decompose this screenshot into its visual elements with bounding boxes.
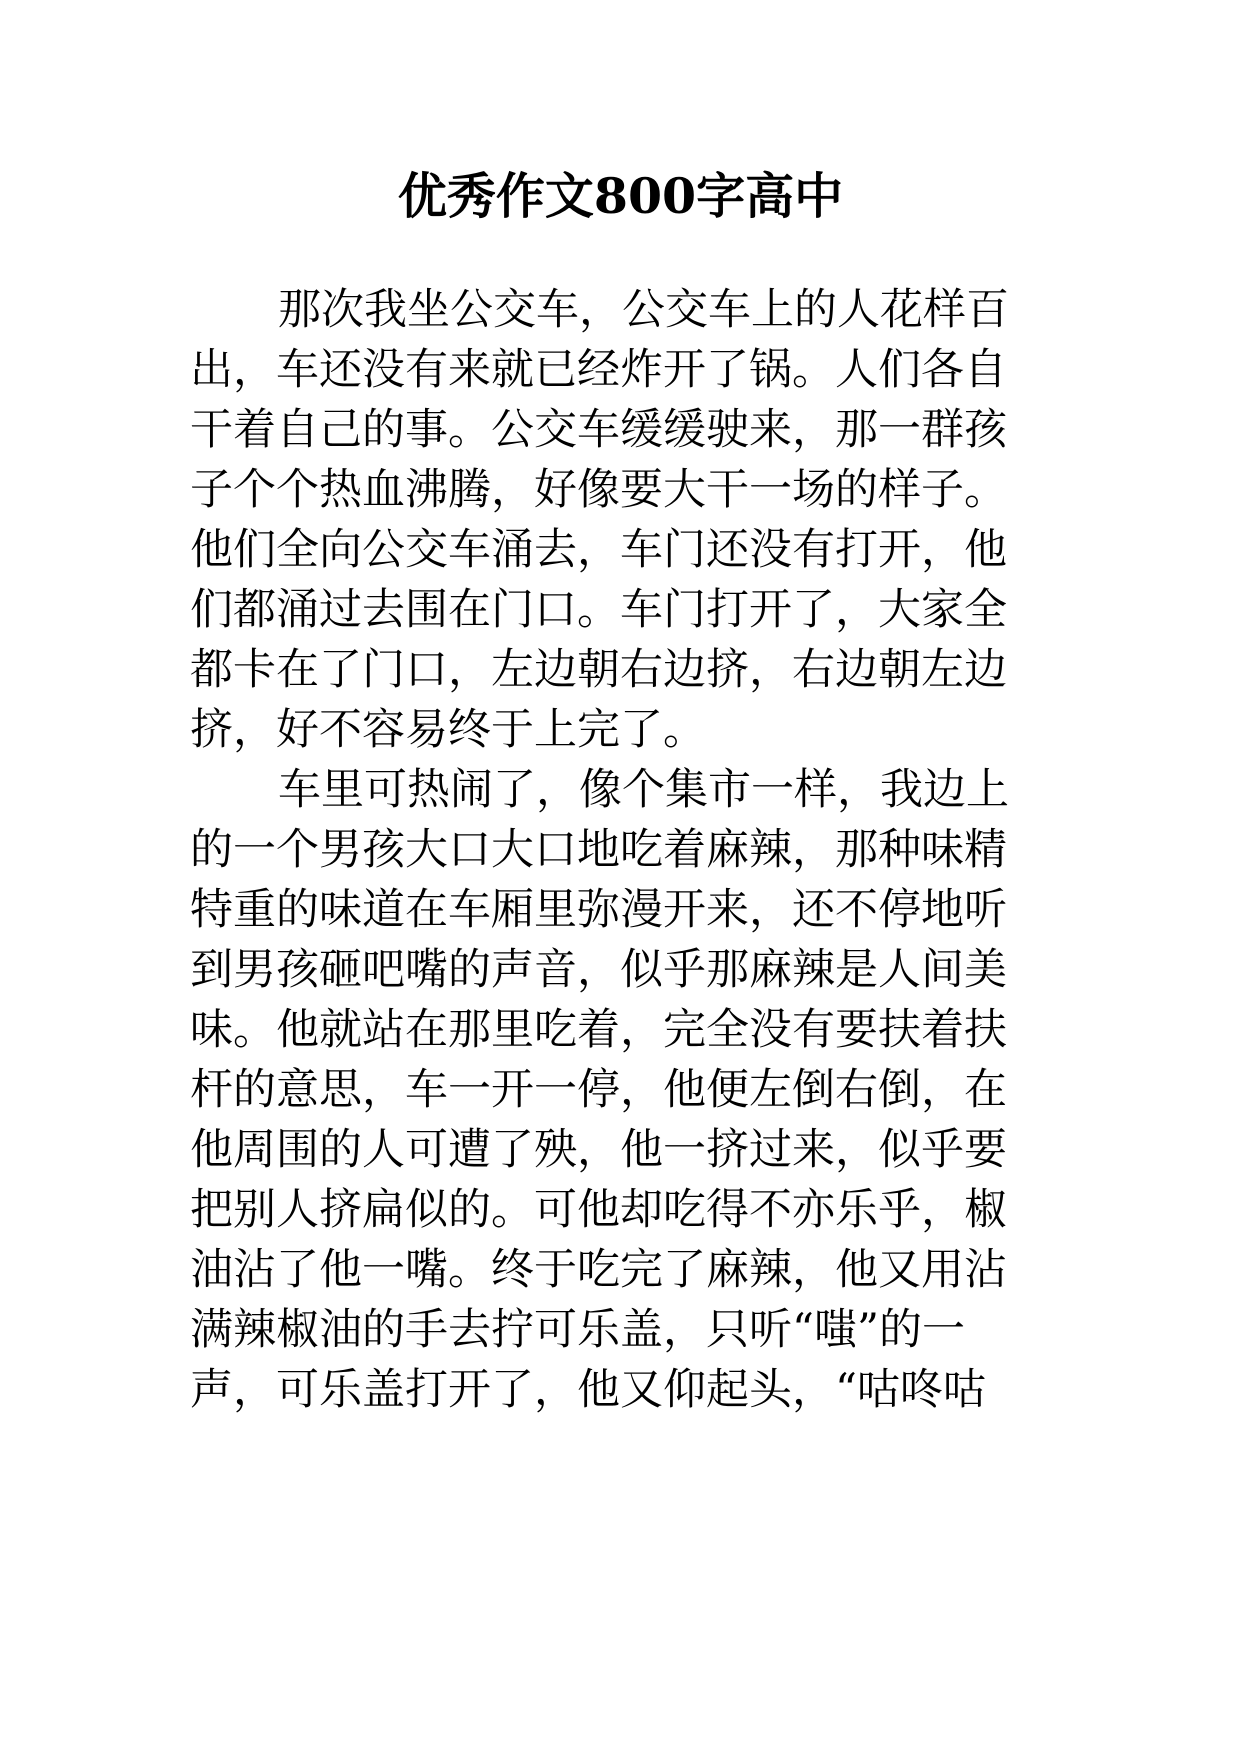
paragraph-2-line-2: 的一个男孩大口大口地吃着麻辣，那种味精 [190, 825, 1007, 875]
paragraph-2-line-4: 到男孩砸吧嘴的声音，似乎那麻辣是人间美 [190, 945, 1007, 995]
paragraph-2-line-8: 把别人挤扁似的。可他却吃得不亦乐乎，椒 [190, 1185, 1007, 1235]
paragraph-1-line-7: 都卡在了门口，左边朝右边挤，右边朝左边 [190, 645, 1007, 695]
paragraph-1-line-3: 干着自己的事。公交车缓缓驶来，那一群孩 [190, 405, 1007, 455]
paragraph-2-line-1: 车里可热闹了，像个集市一样，我边上 [278, 765, 1009, 815]
document-title: 优秀作文800字高中 [397, 167, 844, 225]
paragraph-2-line-7: 他周围的人可遭了殃，他一挤过来，似乎要 [190, 1125, 1007, 1175]
paragraph-1-line-2: 出，车还没有来就已经炸开了锅。人们各自 [190, 345, 1007, 395]
paragraph-2-line-11: 声，可乐盖打开了，他又仰起头，“咕咚咕 [190, 1365, 986, 1415]
paragraph-2-line-5: 味。他就站在那里吃着，完全没有要扶着扶 [190, 1005, 1007, 1055]
paragraph-1-line-6: 们都涌过去围在门口。车门打开了，大家全 [190, 585, 1007, 635]
paragraph-2-line-9: 油沾了他一嘴。终于吃完了麻辣，他又用沾 [190, 1245, 1007, 1295]
paragraph-2-line-3: 特重的味道在车厢里弥漫开来，还不停地听 [190, 885, 1007, 935]
paragraph-1-line-8: 挤，好不容易终于上完了。 [190, 705, 706, 755]
paragraph-1-line-1: 那次我坐公交车，公交车上的人花样百 [278, 285, 1009, 335]
paragraph-2-line-6: 杆的意思，车一开一停，他便左倒右倒，在 [190, 1065, 1007, 1115]
paragraph-1-line-5: 他们全向公交车涌去，车门还没有打开，他 [190, 525, 1007, 575]
paragraph-1-line-4: 子个个热血沸腾，好像要大干一场的样子。 [190, 465, 1007, 515]
paragraph-2-line-10: 满辣椒油的手去拧可乐盖，只听“嗤”的一 [190, 1305, 965, 1355]
